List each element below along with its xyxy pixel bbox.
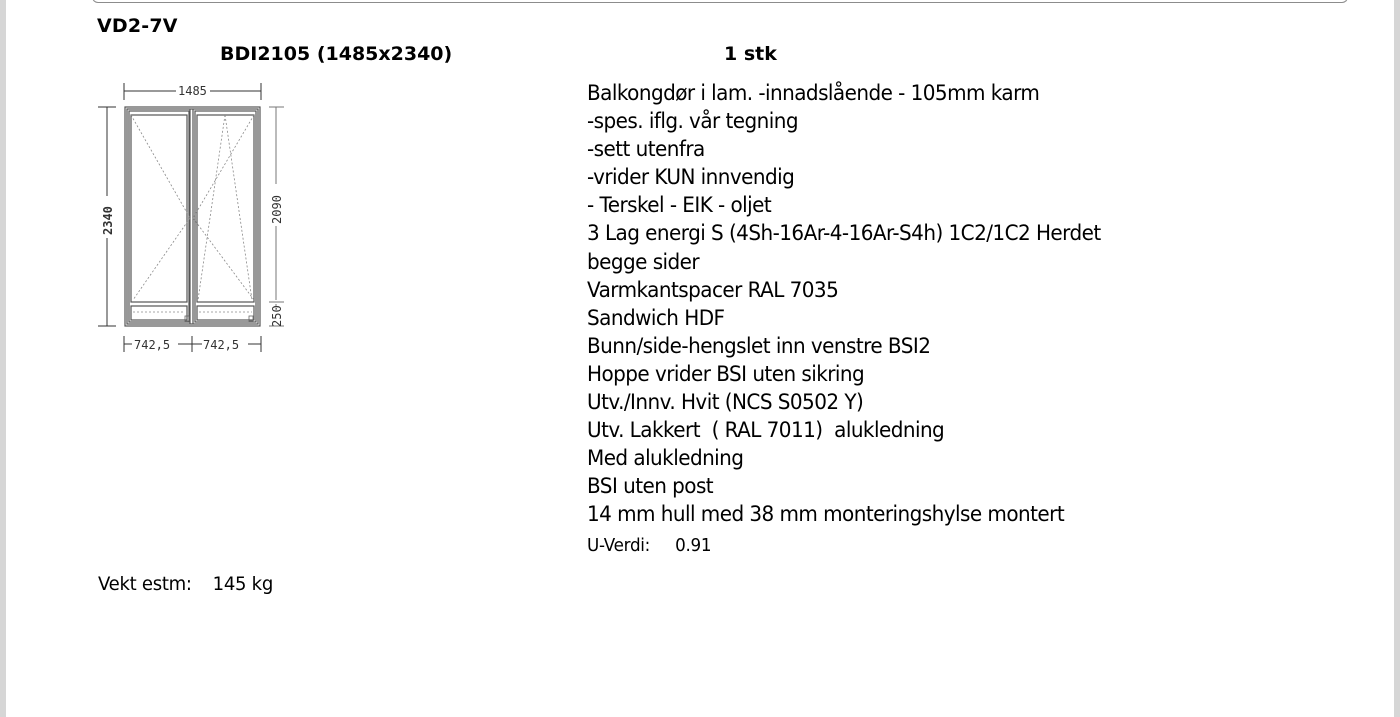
right-sash-width-label: 742,5 bbox=[203, 338, 240, 352]
spec-line: begge sider bbox=[587, 249, 700, 275]
spec-line: Med alukledning bbox=[587, 446, 744, 472]
spec-line: Utv./Innv. Hvit (NCS S0502 Y) bbox=[587, 390, 864, 416]
u-value-label: U-Verdi: bbox=[587, 535, 651, 556]
spec-line: - Terskel - EIK - oljet bbox=[587, 193, 772, 219]
spec-line: Bunn/side-hengslet inn venstre BSI2 bbox=[587, 333, 931, 359]
spec-line: 14 mm hull med 38 mm monteringshylse montert bbox=[587, 502, 1065, 528]
left-sash-width-label: 742,5 bbox=[134, 338, 171, 352]
quantity: 1 stk bbox=[724, 43, 777, 65]
item-code: VD2-7V bbox=[97, 15, 178, 37]
spec-line: Utv. Lakkert ( RAL 7011) alukledning bbox=[587, 418, 945, 444]
left-window-edge bbox=[0, 0, 6, 717]
spec-line: BSI uten post bbox=[587, 474, 714, 500]
spec-line: Hoppe vrider BSI uten sikring bbox=[587, 361, 865, 387]
weight-label: Vekt estm: bbox=[98, 573, 192, 595]
width-label: 1485 bbox=[178, 84, 207, 98]
spec-line: 3 Lag energi S (4Sh-16Ar-4-16Ar-S4h) 1C2/1C2 Herdet bbox=[587, 221, 1101, 247]
spec-line: -sett utenfra bbox=[587, 137, 705, 163]
u-value: 0.91 bbox=[675, 535, 712, 556]
bottom-panel-label: 250 bbox=[270, 305, 284, 327]
spec-line: Sandwich HDF bbox=[587, 305, 725, 331]
weight-value: 145 kg bbox=[212, 573, 274, 595]
spec-line: -vrider KUN innvendig bbox=[587, 165, 795, 191]
weight-row bbox=[98, 573, 273, 595]
spec-line: Varmkantspacer RAL 7035 bbox=[587, 277, 839, 303]
product-title: BDI2105 (1485x2340) bbox=[220, 43, 453, 65]
u-value-row bbox=[587, 535, 711, 556]
spec-line: Balkongdør i lam. -innadslående - 105mm karm bbox=[587, 81, 1040, 106]
previous-section-frame bbox=[92, 0, 1348, 3]
spec-line: -spes. iflg. vår tegning bbox=[587, 109, 799, 135]
glass-height-label: 2090 bbox=[270, 195, 284, 224]
door-drawing bbox=[92, 78, 292, 358]
right-scrollbar-track[interactable] bbox=[1394, 0, 1400, 717]
specification-list bbox=[587, 80, 1101, 530]
height-label: 2340 bbox=[101, 206, 115, 235]
